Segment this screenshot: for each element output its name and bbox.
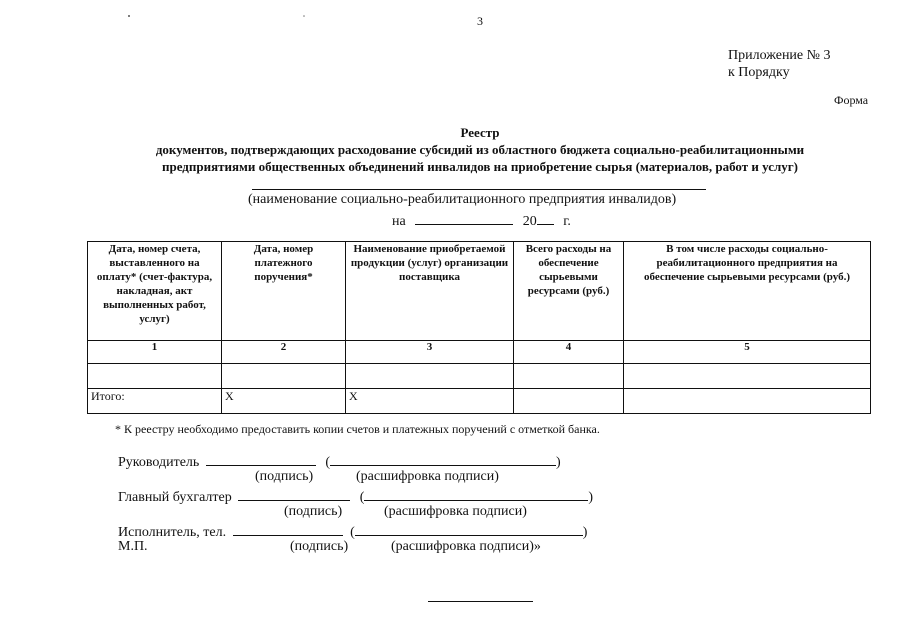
executor-label: Исполнитель, тел.: [118, 525, 227, 540]
title-line-1: Реестр: [460, 125, 500, 140]
enterprise-name-caption: (наименование социально-реабилитационного предприятия инвалидов): [248, 192, 677, 207]
table-cell[interactable]: [88, 364, 222, 389]
head-label: Руководитель: [118, 455, 200, 470]
accountant-signature-caption: (подпись): [284, 504, 343, 519]
close-paren: ): [555, 455, 561, 470]
table-cell[interactable]: [222, 364, 346, 389]
column-number: 5: [624, 341, 871, 364]
table-cell[interactable]: [514, 364, 624, 389]
enterprise-name-field[interactable]: [252, 189, 706, 190]
accountant-signature-field[interactable]: [238, 486, 350, 501]
total-cell[interactable]: [514, 389, 624, 414]
date-prefix: на: [392, 214, 406, 229]
stamp-label: М.П.: [118, 539, 148, 554]
header-cell: Дата, номер платежного поручения*: [222, 242, 346, 341]
table-cell[interactable]: [624, 364, 871, 389]
appendix-line-1: Приложение № 3: [728, 48, 831, 63]
total-label: Итого:: [88, 389, 222, 414]
table-header-row: [88, 242, 871, 341]
bottom-rule: [428, 601, 533, 602]
executor-decoding-caption: (расшифровка подписи)»: [391, 539, 541, 554]
date-line: [392, 211, 571, 230]
accountant-label: Главный бухгалтер: [118, 490, 232, 505]
document-title: [90, 124, 870, 175]
column-number-row: [88, 341, 871, 364]
close-paren: ): [588, 490, 594, 505]
open-paren: (: [359, 490, 365, 505]
date-year-prefix: 20: [522, 214, 537, 229]
appendix-block: [728, 47, 831, 81]
registry-table: [87, 241, 871, 414]
column-number: 1: [88, 341, 222, 364]
close-paren: ): [582, 525, 588, 540]
date-year-field[interactable]: [537, 211, 554, 225]
column-number: 4: [514, 341, 624, 364]
header-cell: Всего расходы на обеспечение сырьевыми ресурсами (руб.): [514, 242, 624, 341]
total-cell: X: [222, 389, 346, 414]
table-cell[interactable]: [346, 364, 514, 389]
title-line-2: документов, подтверждающих расходование субсидий из областного бюджета социально-реабилитационными: [155, 142, 805, 157]
scan-specks: [126, 13, 316, 19]
form-label: Форма: [834, 93, 869, 107]
page-number: 3: [477, 14, 483, 28]
header-cell: Наименование приобретаемой продукции (услуг) организации поставщика: [346, 242, 514, 341]
date-day-month-field[interactable]: [415, 211, 513, 225]
appendix-line-2: к Порядку: [728, 65, 790, 80]
head-signature-caption: (подпись): [255, 469, 314, 484]
footnote: * К реестру необходимо предоставить копии счетов и платежных поручений с отметкой банка.: [115, 422, 600, 436]
accountant-signature-row: [118, 486, 593, 506]
open-paren: (: [350, 525, 355, 540]
executor-decoding-field[interactable]: [355, 521, 583, 536]
column-number: 2: [222, 341, 346, 364]
head-decoding-field[interactable]: [330, 451, 556, 466]
table-row: [88, 364, 871, 389]
head-signature-row: [118, 451, 561, 471]
executor-signature-field[interactable]: [233, 521, 343, 536]
open-paren: (: [325, 455, 330, 470]
total-cell[interactable]: [624, 389, 871, 414]
executor-signature-caption: (подпись): [290, 539, 349, 554]
column-number: 3: [346, 341, 514, 364]
header-cell: В том числе расходы социально-реабилитационного предприятия на обеспечение сырьевыми ресурсами (руб.): [624, 242, 871, 341]
executor-signature-row: [118, 521, 587, 541]
header-cell: Дата, номер счета, выставленного на оплату* (счет-фактура, накладная, акт выполненных работ, услуг): [88, 242, 222, 341]
head-signature-field[interactable]: [206, 451, 316, 466]
total-cell: X: [346, 389, 514, 414]
title-line-3: предприятиями общественных объединений инвалидов на приобретение сырья (материалов, работ и услуг): [161, 159, 798, 174]
accountant-decoding-caption: (расшифровка подписи): [384, 504, 527, 519]
date-suffix: г.: [563, 214, 571, 229]
accountant-decoding-field[interactable]: [364, 486, 588, 501]
head-decoding-caption: (расшифровка подписи): [356, 469, 499, 484]
total-row: [88, 389, 871, 414]
